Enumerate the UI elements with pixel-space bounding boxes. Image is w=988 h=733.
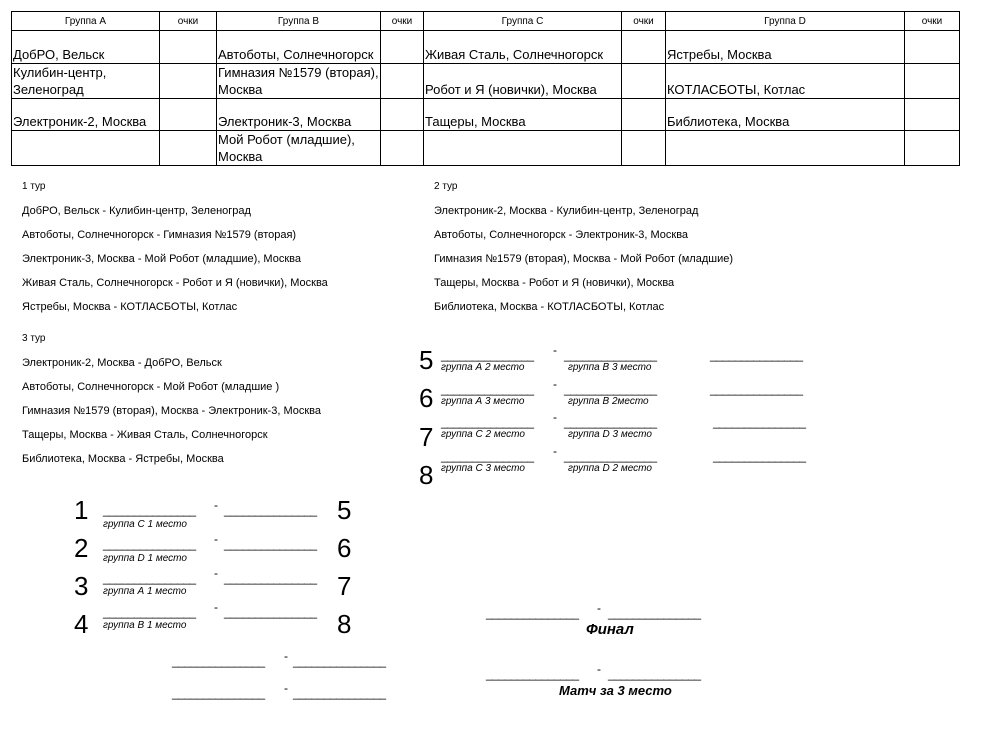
blank-line: _______________ — [486, 606, 579, 620]
round-3-title: 3 тур — [22, 333, 46, 344]
points-cell — [160, 31, 217, 64]
round-2-match: Библиотека, Москва - КОТЛАСБОТЫ, Котлас — [434, 301, 665, 313]
blank-line: _______________ — [441, 415, 534, 429]
points-cell — [905, 64, 960, 99]
slot-caption: группа D 2 место — [568, 463, 652, 474]
round-1-match: Автоботы, Солнечногорск - Гимназия №1579 (вторая) — [22, 229, 297, 241]
dash: - — [214, 566, 218, 580]
round-1-match: ДобРО, Вельск - Кулибин-центр, Зеленоград — [22, 205, 251, 217]
round-1-title: 1 тур — [22, 181, 46, 192]
blank-line: _______________ — [564, 415, 657, 429]
blank-line: _______________ — [103, 537, 196, 551]
dash: - — [553, 444, 557, 458]
dash: - — [553, 343, 557, 357]
header-points: очки — [381, 12, 424, 31]
team-cell: Ястребы, Москва — [666, 31, 905, 64]
blank-line: _______________ — [103, 605, 196, 619]
dash: - — [284, 649, 288, 663]
points-cell — [905, 99, 960, 131]
dash: - — [214, 600, 218, 614]
points-cell — [622, 64, 666, 99]
round-1-match: Живая Сталь, Солнечногорск - Робот и Я (новички), Москва — [22, 277, 328, 289]
points-cell — [381, 131, 424, 166]
seed-number: 8 — [419, 460, 434, 490]
seed-number: 2 — [74, 533, 89, 563]
blank-line: _______________ — [172, 654, 265, 668]
points-cell — [622, 31, 666, 64]
slot-caption: группа В 2место — [568, 396, 649, 407]
team-cell: Кулибин-центр, Зеленоград — [12, 64, 160, 99]
round-2-match: Гимназия №1579 (вторая), Москва - Мой Робот (младшие) — [434, 253, 734, 265]
dash: - — [214, 532, 218, 546]
slot-caption: группа С 2 место — [441, 429, 525, 440]
round-2-match: Электроник-2, Москва - Кулибин-центр, Зеленоград — [434, 205, 699, 217]
slot-caption: группа А 1 место — [103, 586, 187, 597]
blank-line: _______________ — [172, 686, 265, 700]
team-cell: Электроник-3, Москва — [217, 99, 381, 131]
slot-caption: группа D 1 место — [103, 553, 187, 564]
slot-caption: группа В 1 место — [103, 620, 187, 631]
blank-line: _______________ — [608, 667, 701, 681]
blank-line: _______________ — [486, 667, 579, 681]
dash: - — [597, 601, 601, 615]
team-cell: Электроник-2, Москва — [12, 99, 160, 131]
round-2-match: Тащеры, Москва - Робот и Я (новички), Москва — [434, 277, 675, 289]
slot-caption: группа В 3 место — [568, 362, 652, 373]
table-row — [12, 31, 960, 64]
groups-table — [11, 11, 960, 166]
slot-caption: группа А 2 место — [441, 362, 525, 373]
seed-number: 5 — [419, 345, 434, 375]
blank-line: _______________ — [224, 503, 317, 517]
team-cell: Живая Сталь, Солнечногорск — [424, 31, 622, 64]
blank-line: _______________ — [103, 571, 196, 585]
points-cell — [381, 64, 424, 99]
round-3-match: Библиотека, Москва - Ястребы, Москва — [22, 453, 224, 465]
blank-line: _______________ — [710, 382, 803, 396]
team-cell: Тащеры, Москва — [424, 99, 622, 131]
dash: - — [214, 498, 218, 512]
blank-line: _______________ — [293, 686, 386, 700]
team-cell: ДобРО, Вельск — [12, 31, 160, 64]
opponent-number: 5 — [337, 495, 352, 525]
slot-caption: группа А 3 место — [441, 396, 525, 407]
blank-line: _______________ — [713, 415, 806, 429]
blank-line: _______________ — [224, 571, 317, 585]
seed-number: 6 — [419, 383, 434, 413]
final-label: Финал — [586, 621, 634, 638]
table-row — [12, 64, 960, 99]
points-cell — [160, 99, 217, 131]
table-row — [12, 99, 960, 131]
points-cell — [905, 131, 960, 166]
team-cell: Библиотека, Москва — [666, 99, 905, 131]
round-3-match: Тащеры, Москва - Живая Сталь, Солнечногорск — [22, 429, 268, 441]
blank-line: _______________ — [564, 348, 657, 362]
seed-number: 4 — [74, 609, 89, 639]
seed-number: 7 — [419, 422, 434, 452]
blank-line: _______________ — [564, 449, 657, 463]
round-1-match: Электроник-3, Москва - Мой Робот (младшие), Москва — [22, 253, 301, 265]
blank-line: _______________ — [103, 503, 196, 517]
blank-line: _______________ — [713, 449, 806, 463]
slot-caption: группа С 3 место — [441, 463, 525, 474]
blank-line: _______________ — [224, 537, 317, 551]
round-1-match: Ястребы, Москва - КОТЛАСБОТЫ, Котлас — [22, 301, 238, 313]
round-3-match: Электроник-2, Москва - ДобРО, Вельск — [22, 357, 222, 369]
header-points: очки — [905, 12, 960, 31]
team-cell: Робот и Я (новички), Москва — [424, 64, 622, 99]
dash: - — [284, 681, 288, 695]
header-group-c: Группа C — [424, 12, 622, 31]
round-3-match: Автоботы, Солнечногорск - Мой Робот (младшие ) — [22, 381, 280, 393]
team-cell — [12, 131, 160, 166]
dash: - — [553, 410, 557, 424]
points-cell — [381, 31, 424, 64]
header-group-d: Группа D — [666, 12, 905, 31]
blank-line: _______________ — [441, 348, 534, 362]
third-place-label: Матч за 3 место — [559, 683, 672, 698]
team-cell — [666, 131, 905, 166]
blank-line: _______________ — [564, 382, 657, 396]
blank-line: _______________ — [710, 348, 803, 362]
header-group-b: Группа B — [217, 12, 381, 31]
round-2-title: 2 тур — [434, 181, 458, 192]
header-group-a: Группа A — [12, 12, 160, 31]
table-row — [12, 131, 960, 166]
points-cell — [622, 131, 666, 166]
slot-caption: группа D 3 место — [568, 429, 652, 440]
team-cell: Гимназия №1579 (вторая), Москва — [218, 65, 379, 97]
points-cell — [381, 99, 424, 131]
header-points: очки — [160, 12, 217, 31]
round-3-match: Гимназия №1579 (вторая), Москва - Электроник-3, Москва — [22, 405, 322, 417]
points-cell — [622, 99, 666, 131]
blank-line: _______________ — [441, 382, 534, 396]
dash: - — [597, 662, 601, 676]
seed-number: 1 — [74, 495, 89, 525]
header-points: очки — [622, 12, 666, 31]
round-2-match: Автоботы, Солнечногорск - Электроник-3, Москва — [434, 229, 689, 241]
team-cell — [424, 131, 622, 166]
blank-line: _______________ — [293, 654, 386, 668]
groups-header-row — [12, 12, 960, 31]
seed-number: 3 — [74, 571, 89, 601]
blank-line: _______________ — [441, 449, 534, 463]
team-cell: КОТЛАСБОТЫ, Котлас — [666, 64, 905, 99]
dash: - — [553, 377, 557, 391]
opponent-number: 6 — [337, 533, 352, 563]
opponent-number: 8 — [337, 609, 352, 639]
team-cell: Мой Робот (младшие), Москва — [217, 131, 381, 166]
opponent-number: 7 — [337, 571, 352, 601]
blank-line: _______________ — [224, 605, 317, 619]
points-cell — [160, 64, 217, 99]
points-cell — [160, 131, 217, 166]
team-cell: Автоботы, Солнечногорск — [217, 31, 381, 64]
slot-caption: группа С 1 место — [103, 519, 187, 530]
points-cell — [905, 31, 960, 64]
blank-line: _______________ — [608, 606, 701, 620]
